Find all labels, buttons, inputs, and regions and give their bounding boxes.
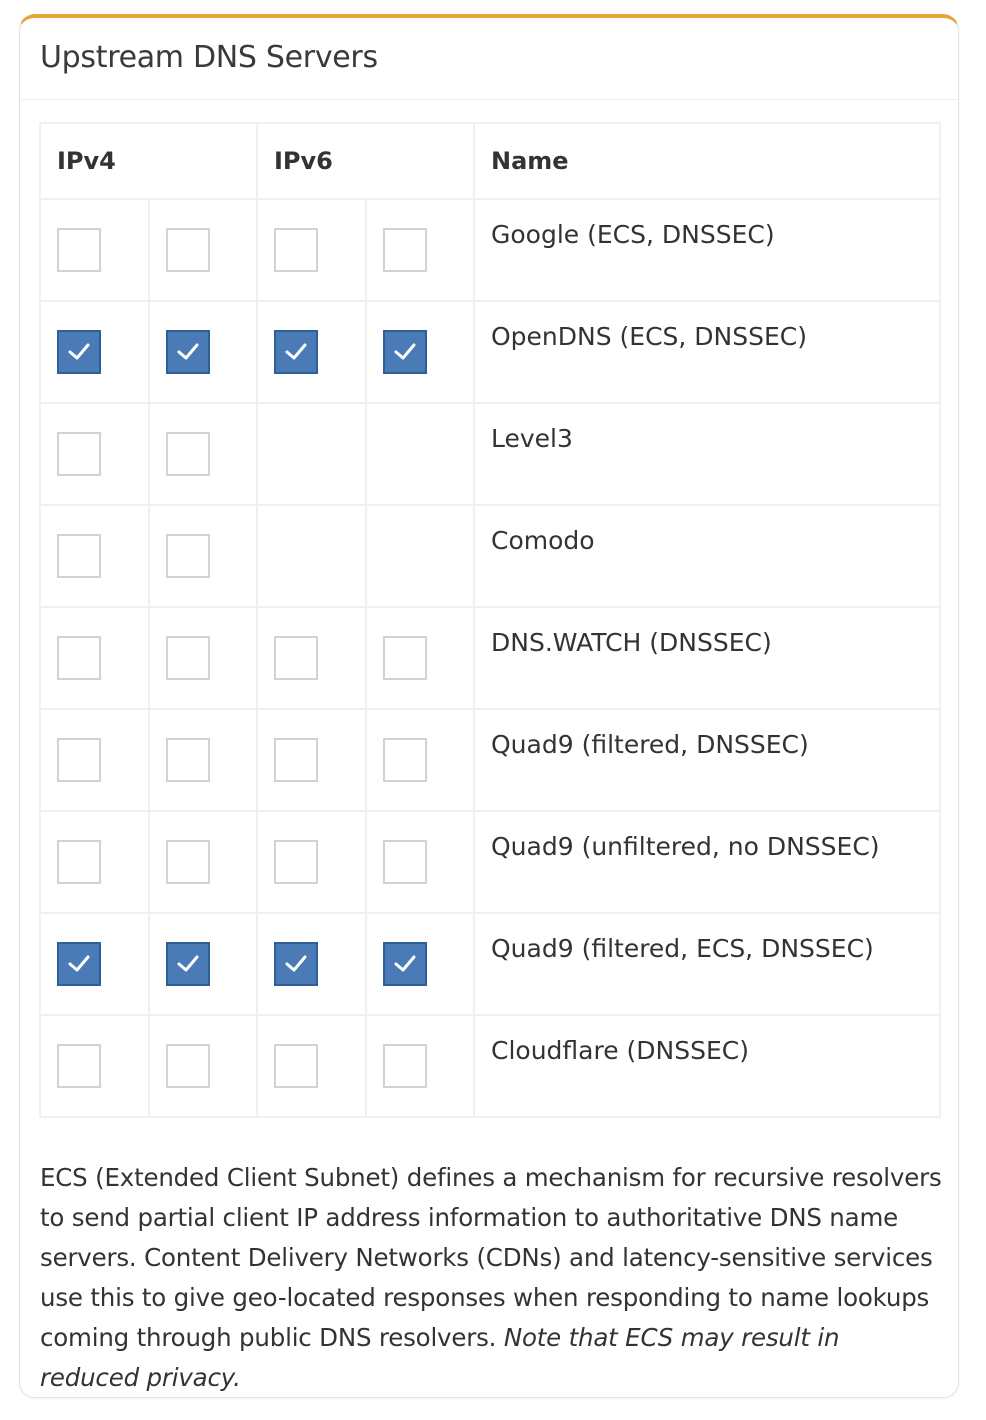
table-row: [40, 913, 940, 1015]
ipv4-1-checkbox[interactable]: [57, 534, 101, 578]
table-row: [40, 709, 940, 811]
ipv6-2-checkbox[interactable]: [383, 228, 427, 272]
ipv6-cell: [366, 301, 474, 403]
ipv6-cell: [257, 199, 366, 301]
ipv6-cell: [366, 403, 474, 505]
ipv4-2-checkbox[interactable]: [166, 432, 210, 476]
ipv4-2-checkbox[interactable]: [166, 840, 210, 884]
ipv4-cell: [40, 199, 149, 301]
ipv4-cell: [40, 607, 149, 709]
ipv4-cell: [149, 1015, 257, 1117]
server-name: Quad9 (filtered, ECS, DNSSEC): [474, 913, 940, 1015]
ipv6-1-checkbox[interactable]: [274, 942, 318, 986]
table-row: [40, 811, 940, 913]
table-row: [40, 1015, 940, 1117]
ipv4-cell: [149, 505, 257, 607]
table-row: [40, 301, 940, 403]
ipv4-cell: [40, 403, 149, 505]
header-name: Name: [474, 123, 940, 199]
ipv6-2-checkbox[interactable]: [383, 636, 427, 680]
ipv4-cell: [149, 709, 257, 811]
ipv6-2-checkbox[interactable]: [383, 840, 427, 884]
ipv6-cell: [257, 301, 366, 403]
table-header-row: [40, 123, 940, 199]
ipv4-1-checkbox[interactable]: [57, 1044, 101, 1088]
ipv4-2-checkbox[interactable]: [166, 228, 210, 272]
ipv4-cell: [149, 199, 257, 301]
ipv6-cell: [257, 607, 366, 709]
ipv4-cell: [40, 811, 149, 913]
ipv6-cell: [257, 709, 366, 811]
ipv4-1-checkbox[interactable]: [57, 840, 101, 884]
server-name: DNS.WATCH (DNSSEC): [474, 607, 940, 709]
ipv6-cell: [257, 811, 366, 913]
ecs-note-emphasis: Note that ECS may result in reduced privacy.: [40, 1323, 840, 1392]
ipv6-cell: [366, 607, 474, 709]
ipv4-cell: [149, 403, 257, 505]
table-row: [40, 505, 940, 607]
panel-title: Upstream DNS Servers: [40, 40, 378, 75]
ipv4-cell: [40, 709, 149, 811]
ipv6-1-checkbox[interactable]: [274, 840, 318, 884]
dns-servers-table: [39, 122, 941, 1118]
ecs-note-text: ECS (Extended Client Subnet) defines a mechanism for recursive resolvers to send partial client IP address information to authoritative DNS name servers. Content Delivery Networks (CDNs) and latency-sensitive services use this to give geo-located responses when responding to name lookups coming through public DNS resolvers.: [40, 1163, 942, 1352]
ipv6-cell: [366, 1015, 474, 1117]
ipv4-cell: [40, 301, 149, 403]
ipv6-cell: [366, 505, 474, 607]
ipv4-1-checkbox[interactable]: [57, 942, 101, 986]
header-ipv6: IPv6: [257, 123, 474, 199]
server-name: Cloudflare (DNSSEC): [474, 1015, 940, 1117]
ipv6-2-checkbox[interactable]: [383, 738, 427, 782]
server-name: Comodo: [474, 505, 940, 607]
ipv6-2-checkbox[interactable]: [383, 1044, 427, 1088]
ipv4-1-checkbox[interactable]: [57, 228, 101, 272]
ipv6-cell: [366, 913, 474, 1015]
ipv4-cell: [149, 811, 257, 913]
ipv6-cell: [366, 811, 474, 913]
ipv6-1-checkbox[interactable]: [274, 636, 318, 680]
ipv4-2-checkbox[interactable]: [166, 330, 210, 374]
ipv4-1-checkbox[interactable]: [57, 432, 101, 476]
table-row: [40, 403, 940, 505]
ipv6-1-checkbox[interactable]: [274, 738, 318, 782]
ipv4-2-checkbox[interactable]: [166, 1044, 210, 1088]
ipv6-1-checkbox[interactable]: [274, 1044, 318, 1088]
ipv6-cell: [257, 505, 366, 607]
ecs-note: [40, 1158, 945, 1398]
ipv4-cell: [40, 505, 149, 607]
ipv4-2-checkbox[interactable]: [166, 942, 210, 986]
ipv4-1-checkbox[interactable]: [57, 636, 101, 680]
server-name: OpenDNS (ECS, DNSSEC): [474, 301, 940, 403]
ipv4-cell: [149, 301, 257, 403]
ipv6-2-checkbox[interactable]: [383, 942, 427, 986]
server-name: Quad9 (unfiltered, no DNSSEC): [474, 811, 940, 913]
table-row: [40, 607, 940, 709]
header-ipv4: IPv4: [40, 123, 257, 199]
server-name: Level3: [474, 403, 940, 505]
ipv4-2-checkbox[interactable]: [166, 534, 210, 578]
ipv4-2-checkbox[interactable]: [166, 738, 210, 782]
ipv6-cell: [257, 403, 366, 505]
ipv6-1-checkbox[interactable]: [274, 228, 318, 272]
upstream-dns-panel: [19, 14, 959, 1398]
ipv4-cell: [40, 1015, 149, 1117]
ipv6-2-checkbox[interactable]: [383, 330, 427, 374]
ipv6-cell: [257, 913, 366, 1015]
table-row: [40, 199, 940, 301]
ipv6-cell: [366, 199, 474, 301]
ipv6-cell: [257, 1015, 366, 1117]
table-body: [40, 199, 940, 1117]
panel-header: [20, 18, 958, 100]
ipv4-2-checkbox[interactable]: [166, 636, 210, 680]
ipv4-1-checkbox[interactable]: [57, 330, 101, 374]
server-name: Google (ECS, DNSSEC): [474, 199, 940, 301]
ipv4-cell: [40, 913, 149, 1015]
ipv4-cell: [149, 607, 257, 709]
ipv6-1-checkbox[interactable]: [274, 330, 318, 374]
ipv4-cell: [149, 913, 257, 1015]
ipv4-1-checkbox[interactable]: [57, 738, 101, 782]
server-name: Quad9 (filtered, DNSSEC): [474, 709, 940, 811]
ipv6-cell: [366, 709, 474, 811]
